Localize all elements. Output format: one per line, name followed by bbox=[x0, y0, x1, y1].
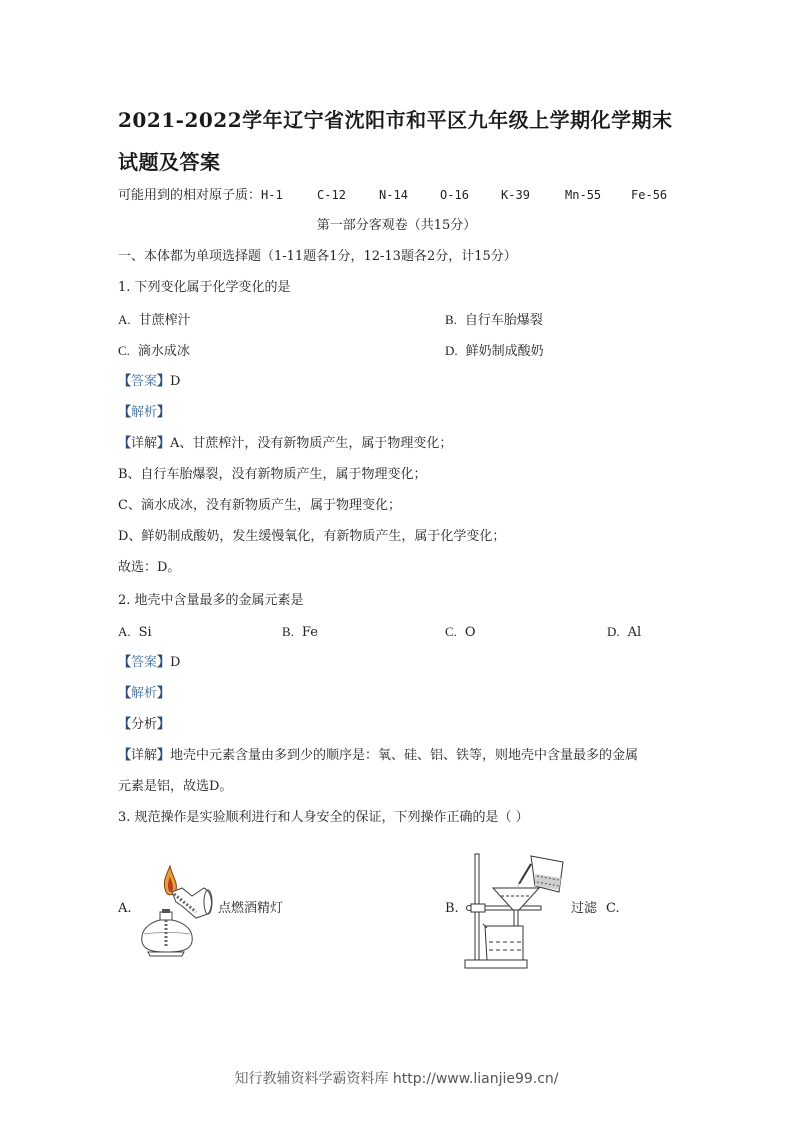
question-1-detail-line-2: B、自行车胎爆裂，没有新物质产生，属于物理变化； bbox=[118, 467, 427, 482]
question-3-option-b-label: 过滤 bbox=[571, 901, 598, 916]
footer-watermark: 知行教辅资料学霸资料库 http://www.lianjie99.cn/ bbox=[234, 1071, 559, 1087]
analysis-tag: 解析 bbox=[131, 686, 158, 701]
question-1-detail-line-5: 故选：D。 bbox=[118, 560, 181, 575]
atomic-mass-mn: Mn-55 bbox=[565, 188, 602, 202]
atomic-mass-c: C-12 bbox=[317, 188, 346, 202]
atomic-mass-label: 可能用到的相对原子质： bbox=[118, 188, 262, 203]
document-title-line-1: 2021-2022学年辽宁省沈阳市和平区九年级上学期化学期末 bbox=[118, 108, 673, 132]
analysis-tag: 解析 bbox=[131, 405, 158, 420]
part-heading: 第一部分客观卷（共15分） bbox=[316, 218, 477, 233]
answer-value: D bbox=[170, 374, 181, 389]
atomic-mass-n: N-14 bbox=[379, 188, 408, 202]
atomic-mass-line bbox=[118, 186, 667, 205]
question-2-stem: 2. 地壳中含量最多的金属元素是 bbox=[118, 593, 304, 608]
question-2-breakdown-heading: 【分析】 bbox=[118, 717, 171, 732]
question-3-option-b-letter: B. bbox=[445, 901, 459, 916]
question-3-option-a-label: 点燃酒精灯 bbox=[218, 901, 284, 916]
question-3-option-a-letter: A. bbox=[118, 901, 132, 916]
question-1-answer: 【答案】D bbox=[118, 374, 181, 389]
question-2-answer: 【答案】D bbox=[118, 655, 181, 670]
question-1-option-d: D. 鲜奶制成酸奶 bbox=[445, 343, 544, 359]
answer-tag: 答案 bbox=[131, 374, 158, 389]
question-1-option-c: C. 滴水成冰 bbox=[118, 343, 190, 359]
question-2-option-b: B. Fe bbox=[282, 624, 318, 640]
question-1-detail-line-4: D、鲜奶制成酸奶，发生缓慢氧化，有新物质产生，属于化学变化； bbox=[118, 529, 506, 544]
section-heading: 一、本体都为单项选择题（1-11题各1分，12-13题各2分，计15分） bbox=[118, 249, 517, 264]
alcohol-lamp-lighting-figure bbox=[138, 862, 220, 960]
question-3-stem: 3. 规范操作是实验顺利进行和人身安全的保证，下列操作正确的是（ ） bbox=[118, 810, 529, 825]
question-2-option-a: A. Si bbox=[118, 624, 152, 640]
atomic-mass-k: K-39 bbox=[501, 188, 530, 202]
question-2-option-d: D. Al bbox=[607, 624, 642, 640]
document-title-line-2: 试题及答案 bbox=[118, 150, 221, 174]
question-3-option-c-letter: C. bbox=[606, 901, 620, 916]
question-2-analysis-heading: 【解析】 bbox=[118, 686, 171, 701]
answer-tag: 答案 bbox=[131, 655, 158, 670]
question-1-option-b: B. 自行车胎爆裂 bbox=[445, 312, 543, 328]
question-2-detail-line-2: 元素是铝，故选D。 bbox=[118, 779, 233, 794]
question-2-option-c: C. O bbox=[445, 624, 476, 640]
answer-value: D bbox=[170, 655, 181, 670]
filtration-apparatus-figure bbox=[463, 848, 571, 970]
detail-tag: 详解 bbox=[131, 436, 158, 451]
question-1-stem: 1. 下列变化属于化学变化的是 bbox=[118, 280, 291, 295]
breakdown-tag: 分析 bbox=[131, 717, 158, 732]
question-1-detail-line-1: 【详解】A、甘蔗榨汁，没有新物质产生，属于物理变化； bbox=[118, 436, 453, 451]
question-1-analysis-heading: 【解析】 bbox=[118, 405, 171, 420]
question-1-detail-line-3: C、滴水成冰，没有新物质产生，属于物理变化； bbox=[118, 498, 401, 513]
question-1-option-a: A. 甘蔗榨汁 bbox=[118, 312, 191, 328]
atomic-mass-fe: Fe-56 bbox=[631, 188, 668, 202]
atomic-mass-h: H-1 bbox=[261, 188, 283, 202]
atomic-mass-o: O-16 bbox=[440, 188, 469, 202]
question-2-detail-line-1: 【详解】地壳中元素含量由多到少的顺序是：氧、硅、铝、铁等，则地壳中含量最多的金属 bbox=[118, 748, 639, 763]
detail-tag: 详解 bbox=[131, 748, 158, 763]
